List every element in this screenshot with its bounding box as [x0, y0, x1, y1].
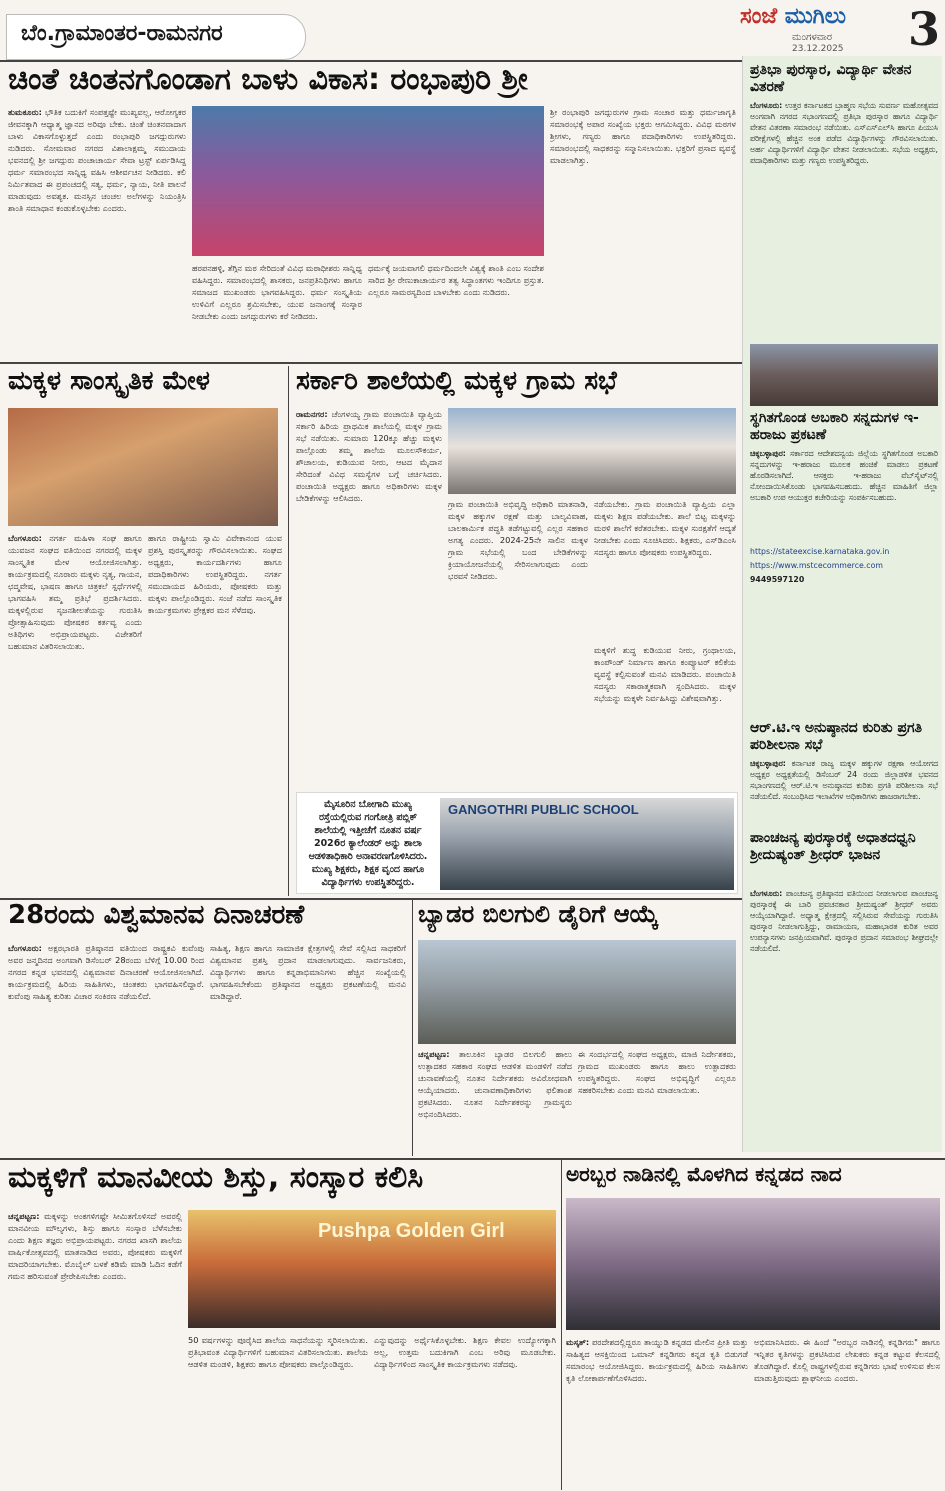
sidebar-text-2: ಚಿಕ್ಕಬಳ್ಳಾಪುರ: ಸರ್ಕಾರದ ಆದೇಶದನ್ವಯ ಜಿಲ್ಲೆಯ ಸ್ಥಗಿತಗೊಂಡ ಅಬಕಾರಿ ಸನ್ನದುಗಳನ್ನು ಇ-ಹರಾಜು ಮೂಲಕ ಹಂಚಿಕೆ ಮಾಡಲು ಪ್ರಕಟಣೆ ಹೊರಡಿಸಲಾಗಿದೆ. ಆಸಕ್ತರು ಇ-ಹರಾಜು ವೆಬ್‌ಸೈಟ್‌ನಲ್ಲಿ ನೋಂದಾಯಿಸಿಕೊಂಡು ಭಾಗವಹಿಸಬಹುದು. ಹೆಚ್ಚಿನ ಮಾಹಿತಿಗೆ ಜಿಲ್ಲಾ ಅಬಕಾರಿ ಉಪ ಆಯುಕ್ತರ ಕಚೇರಿಯನ್ನು ಸಂಪರ್ಕಿಸಬಹುದು. — [750, 449, 938, 502]
article-discipline-col1: ಚನ್ನಪಟ್ಟಣ: ಮಕ್ಕಳನ್ನು ಅಂಕಗಳಿಗಷ್ಟೇ ಸೀಮಿತಗೊಳಿಸದೆ ಅವರಲ್ಲಿ ಮಾನವೀಯ ಮೌಲ್ಯಗಳು, ಶಿಸ್ತು ಹಾಗೂ ಸಂಸ್ಕಾರ ಬೆಳೆಸಬೇಕು ಎಂದು ಶಿಕ್ಷಣ ತಜ್ಞರು ಅಭಿಪ್ರಾಯಪಟ್ಟರು. ನಗರದ ಖಾಸಗಿ ಶಾಲೆಯ ವಾರ್ಷಿಕೋತ್ಸವದಲ್ಲಿ ಮಾತನಾಡಿದ ಅವರು, ಪೋಷಕರು ಮಕ್ಕಳಿಗೆ ಮಾದರಿಯಾಗಬೇಕು. ಮೊಬೈಲ್ ಬಳಕೆ ಕಡಿಮೆ ಮಾಡಿ ಓದಿನ ಕಡೆಗೆ ಗಮನ ಹರಿಸುವಂತೆ ಪ್ರೇರೇಪಿಸಬೇಕು ಎಂದರು. — [8, 1211, 182, 1281]
sidebar-headline-2: ಸ್ಥಗಿತಗೊಂಡ ಅಬಕಾರಿ ಸನ್ನದುಗಳ ಇ-ಹರಾಜು ಪ್ರಕಟಣೆ — [750, 410, 919, 443]
article-gram-sabha-col2: ಗ್ರಾಮ ಪಂಚಾಯಿತಿ ಅಭಿವೃದ್ಧಿ ಅಧಿಕಾರಿ ಮಾತನಾಡಿ, ಮಕ್ಕಳ ಹಕ್ಕುಗಳ ರಕ್ಷಣೆ ಮತ್ತು ಬಾಲ್ಯವಿವಾಹ, ಬಾಲಕಾರ್ಮಿಕ ಪದ್ಧತಿ ತಡೆಗಟ್ಟುವಲ್ಲಿ ಎಲ್ಲರ ಸಹಕಾರ ಅಗತ್ಯ ಎಂದರು. 2024-25ನೇ ಸಾಲಿನ ಮಕ್ಕಳ ಗ್ರಾಮ ಸಭೆಯಲ್ಲಿ ಬಂದ ಬೇಡಿಕೆಗಳನ್ನು ಕ್ರಿಯಾಯೋಜನೆಯಲ್ಲಿ ಸೇರಿಸಲಾಗುವುದು ಎಂದು ಭರವಸೆ ನೀಡಿದರು. — [448, 499, 588, 581]
sidebar-headline-4: ಪಾಂಚಜನ್ಯ ಪುರಸ್ಕಾರಕ್ಕೆ ಅಧಾತದಧ್ವನಿ ಶ್ರೀದುಷ್ಯಂತ್ ಶ್ರೀಧರ್ ಭಾಜನ — [750, 830, 916, 863]
article-kannada-nada-col2: ಅಭಿಮಾನಿಸಿದರು. ಈ ಹಿಂದೆ "ಅರಬ್ಬರ ನಾಡಿನಲ್ಲಿ ಕನ್ನಡಿಗರು" ಹಾಗೂ ಇನ್ನಿತರ ಕೃತಿಗಳನ್ನು ಪ್ರಕಟಿಸಿರುವ ಲೇಖಕರು ಕನ್ನಡ ಕಟ್ಟುವ ಕೆಲಸದಲ್ಲಿ ತೊಡಗಿದ್ದಾರೆ. ಕೊಲ್ಲಿ ರಾಷ್ಟ್ರಗಳಲ್ಲಿರುವ ಕನ್ನಡಿಗರು ಭಾಷೆ ಉಳಿಸುವ ಕೆಲಸ ಮಾಡುತ್ತಿರುವುದು ಶ್ಲಾಘನೀಯ ಎಂದರು. — [754, 1337, 940, 1383]
photo-rambhapuri-stage — [192, 106, 544, 256]
article-kannada-nada-col1: ಮಸ್ಕತ್: ಪರದೇಶದಲ್ಲಿದ್ದರೂ ತಾಯ್ನುಡಿ ಕನ್ನಡದ ಮೇಲಿನ ಪ್ರೀತಿ ಮತ್ತು ಸಾಹಿತ್ಯದ ಆಸಕ್ತಿಯಿಂದ ಒಮಾನ್ ಕನ್ನಡಿಗರು ಕನ್ನಡ ಕೃತಿ ಬಿಡುಗಡೆ ಸಮಾರಂಭ ಆಯೋಜಿಸಿದ್ದರು. ಕಾರ್ಯಕ್ರಮದಲ್ಲಿ ಹಿರಿಯ ಸಾಹಿತಿಗಳು ಕೃತಿ ಲೋಕಾರ್ಪಣೆಗೊಳಿಸಿದರು. — [566, 1337, 748, 1383]
article-gram-sabha-col1: ರಾಮನಗರ: ಚೆಂಗಳಯ್ಯ ಗ್ರಾಮ ಪಂಚಾಯಿತಿ ವ್ಯಾಪ್ತಿಯ ಸರ್ಕಾರಿ ಹಿರಿಯ ಪ್ರಾಥಮಿಕ ಶಾಲೆಯಲ್ಲಿ ಮಕ್ಕಳ ಗ್ರಾಮ ಸಭೆ ನಡೆಯಿತು. ಸುಮಾರು 120ಕ್ಕೂ ಹೆಚ್ಚು ಮಕ್ಕಳು ಪಾಲ್ಗೊಂಡು ತಮ್ಮ ಶಾಲೆಯ ಮೂಲಸೌಕರ್ಯ, ಶೌಚಾಲಯ, ಕುಡಿಯುವ ನೀರು, ಆಟದ ಮೈದಾನ ಸೇರಿದಂತೆ ವಿವಿಧ ಸಮಸ್ಯೆಗಳ ಬಗ್ಗೆ ಚರ್ಚಿಸಿದರು. ಪಂಚಾಯಿತಿ ಅಧ್ಯಕ್ಷರು ಹಾಗೂ ಅಧಿಕಾರಿಗಳು ಮಕ್ಕಳ ಬೇಡಿಕೆಗಳನ್ನು ಆಲಿಸಿದರು. — [296, 409, 442, 503]
sidebar-phone: 9449597120 — [750, 575, 805, 584]
photo-dairy — [418, 940, 736, 1044]
article-cultural-fair-col2: ಹಾಗೂ ರಾಷ್ಟ್ರೀಯ ಸ್ವಾಮಿ ವಿವೇಕಾನಂದ ಯುವ ಪ್ರಶಸ್ತಿ ಪುರಸ್ಕೃತರನ್ನು ಗೌರವಿಸಲಾಯಿತು. ಸಂಘದ ಅಧ್ಯಕ್ಷರು, ಕಾರ್ಯದರ್ಶಿಗಳು ಹಾಗೂ ಪದಾಧಿಕಾರಿಗಳು ಉಪಸ್ಥಿತರಿದ್ದರು. ನಗರ್ತ ಸಮುದಾಯದ ಹಿರಿಯರು, ಪೋಷಕರು ಮತ್ತು ಮಕ್ಕಳು ಪಾಲ್ಗೊಂಡಿದ್ದರು. ಸಂಜೆ ನಡೆದ ಸಾಂಸ್ಕೃತಿಕ ಕಾರ್ಯಕ್ರಮಗಳು ಪ್ರೇಕ್ಷಕರ ಮನ ಸೆಳೆದವು. — [148, 533, 282, 615]
article-vishwamanava-col2: ಸಾಹಿತ್ಯ, ಶಿಕ್ಷಣ ಹಾಗೂ ಸಾಮಾಜಿಕ ಕ್ಷೇತ್ರಗಳಲ್ಲಿ ಸೇವೆ ಸಲ್ಲಿಸಿದ ಸಾಧಕರಿಗೆ ವಿಶ್ವಮಾನವ ಪ್ರಶಸ್ತಿ ಪ್ರದಾನ ಮಾಡಲಾಗುವುದು. ಸಾರ್ವಜನಿಕರು, ವಿದ್ಯಾರ್ಥಿಗಳು ಹಾಗೂ ಕನ್ನಡಾಭಿಮಾನಿಗಳು ಹೆಚ್ಚಿನ ಸಂಖ್ಯೆಯಲ್ಲಿ ಭಾಗವಹಿಸಬೇಕೆಂದು ಪ್ರತಿಷ್ಠಾನದ ಅಧ್ಯಕ್ಷರು ಪ್ರಕಟಣೆಯಲ್ಲಿ ಮನವಿ ಮಾಡಿದ್ದಾರೆ. — [210, 943, 406, 1001]
section-tab: ಬೆಂ.ಗ್ರಾಮಾಂತರ-ರಾಮನಗರ — [6, 14, 306, 60]
photo-kannada-nada — [566, 1198, 940, 1330]
sidebar-link-mstc[interactable]: https://www.mstcecommerce.com — [750, 561, 883, 570]
article-discipline-col3: ಎನ್ನುವುದನ್ನು ಅರ್ಥೈಸಿಕೊಳ್ಳಬೇಕು. ಶಿಕ್ಷಣ ಕೇವಲ ಉದ್ಯೋಗಕ್ಕಾಗಿ ಅಲ್ಲ, ಉತ್ತಮ ಬದುಕಿಗಾಗಿ ಎಂಬ ಅರಿವು ಮೂಡಬೇಕು. ವಿದ್ಯಾರ್ಥಿಗಳಿಂದ ಸಾಂಸ್ಕೃತಿಕ ಕಾರ್ಯಕ್ರಮಗಳು ನಡೆದವು. — [374, 1335, 556, 1369]
col-divider-bottom — [561, 1160, 562, 1490]
headline-gram-sabha: ಸರ್ಕಾರಿ ಶಾಲೆಯಲ್ಲಿ ಮಕ್ಕಳ ಗ್ರಾಮ ಸಭೆ — [296, 368, 617, 396]
article-rambhapuri-col1: ತುಮಕೂರು: ಭೌತಿಕ ಬದುಕಿಗೆ ಸಂಪತ್ತಷ್ಟೇ ಮುಖ್ಯವಲ್ಲ, ಆರೋಗ್ಯಕರ ಜೀವನಕ್ಕಾಗಿ ಆಧ್ಯಾತ್ಮ ಜ್ಞಾನದ ಅರಿವೂ ಬೇಕು. ಚಿಂತೆ ಚಿಂತನವಾದಾಗ ಬಾಳು ವಿಕಾಸಗೊಳ್ಳುತ್ತದೆ ಎಂದು ರಂಭಾಪುರಿ ಜಗದ್ಗುರುಗಳು ನುಡಿದರು. ಸೋಮವಾರ ನಗರದ ವಿಶಾಲಾಕ್ಷಮ್ಮ ಸಮುದಾಯ ಭವನದಲ್ಲಿ ಶ್ರೀ ಜಗದ್ಗುರು ಪಂಚಾಚಾರ್ಯ ಸೇವಾ ಟ್ರಸ್ಟ್ ಏರ್ಪಡಿಸಿದ್ದ ಧರ್ಮ ಸಮಾರಂಭದ ಸಾನ್ನಿಧ್ಯ ವಹಿಸಿ ಆಶೀರ್ವಚನ ನೀಡಿದರು. ಕಲಿ ನಿರ್ಮಿತವಾದ ಈ ಪ್ರಪಂಚದಲ್ಲಿ ಸತ್ಯ, ಧರ್ಮ, ನ್ಯಾಯ, ನೀತಿ ಪಾಲನೆ ಮಾಡುವುದು ಅವಶ್ಯಕ. ಮನಸ್ಸಿನ ಚಂಚಲ ಅಲೆಗಳನ್ನು ನಿಯಂತ್ರಿಸಿ ಶಾಂತಿ ಸಮಾಧಾನ ಕಂಡುಕೊಳ್ಳಬೇಕು ಎಂದರು. — [8, 107, 186, 213]
weekday: ಮಂಗಳವಾರ — [792, 32, 833, 43]
gangothri-note: ಮೈಸೂರಿನ ಬೋಗಾದಿ ಮುಖ್ಯ ರಸ್ತೆಯಲ್ಲಿರುವ ಗಂಗೋತ್ರಿ ಪಬ್ಲಿಕ್ ಶಾಲೆಯಲ್ಲಿ ಇತ್ತೀಚೆಗೆ ನೂತನ ವರ್ಷ 2026ರ ಕ್ಯಾಲೆಂಡರ್ ಅನ್ನು ಶಾಲಾ ಆಡಳಿತಾಧಿಕಾರಿ ಅನಾವರಣಗೊಳಿಸಿದರು. ಮುಖ್ಯ ಶಿಕ್ಷಕರು, ಶಿಕ್ಷಕ ವೃಂದ ಹಾಗೂ ವಿದ್ಯಾರ್ಥಿಗಳು ಉಪಸ್ಥಿತರಿದ್ದರು. — [308, 799, 428, 888]
sidebar-photo-1 — [750, 344, 938, 406]
article-rambhapuri-col4: ಶ್ರೀ ರಂಭಾಪುರಿ ಜಗದ್ಗುರುಗಳ ಗ್ರಾಮ ಸಂಚಾರ ಮತ್ತು ಧರ್ಮಜಾಗೃತಿ ಸಮಾರಂಭಕ್ಕೆ ಅಪಾರ ಸಂಖ್ಯೆಯ ಭಕ್ತರು ಆಗಮಿಸಿದ್ದರು. ವಿವಿಧ ಮಠಗಳ ಶ್ರೀಗಳು, ಗಣ್ಯರು ಹಾಗೂ ಪದಾಧಿಕಾರಿಗಳು ಉಪಸ್ಥಿತರಿದ್ದರು. ಸಮಾರಂಭದಲ್ಲಿ ಸಾಧಕರನ್ನು ಸನ್ಮಾನಿಸಲಾಯಿತು. ಭಕ್ತರಿಗೆ ಪ್ರಸಾದ ವ್ಯವಸ್ಥೆ ಮಾಡಲಾಗಿತ್ತು. — [550, 107, 736, 165]
sidebar-text-4: ಬೆಂಗಳೂರು: ಪಾಂಚಜನ್ಯ ಪ್ರತಿಷ್ಠಾನದ ವತಿಯಿಂದ ನೀಡಲಾಗುವ ಪಾಂಚಜನ್ಯ ಪುರಸ್ಕಾರಕ್ಕೆ ಈ ಬಾರಿ ಪ್ರವಚನಕಾರ ಶ್ರೀದುಷ್ಯಂತ್ ಶ್ರೀಧರ್ ಅವರು ಆಯ್ಕೆಯಾಗಿದ್ದಾರೆ. ಅಧ್ಯಾತ್ಮ ಕ್ಷೇತ್ರದಲ್ಲಿ ಸಲ್ಲಿಸಿರುವ ಸೇವೆಯನ್ನು ಗುರುತಿಸಿ ಪುರಸ್ಕಾರ ನೀಡಲಾಗುತ್ತಿದ್ದು, ರಾಮಾಯಣ, ಮಹಾಭಾರತ ಕುರಿತ ಅವರ ಉಪನ್ಯಾಸಗಳು ಜನಪ್ರಿಯವಾಗಿವೆ. ಪುರಸ್ಕಾರ ಪ್ರದಾನ ಸಮಾರಂಭ ಶೀಘ್ರದಲ್ಲೇ ನಡೆಯಲಿದೆ. — [750, 889, 938, 953]
article-gram-sabha-col3: ನಡೆಯಬೇಕು. ಗ್ರಾಮ ಪಂಚಾಯಿತಿ ವ್ಯಾಪ್ತಿಯ ಎಲ್ಲಾ ಮಕ್ಕಳು ಶಿಕ್ಷಣ ಪಡೆಯಬೇಕು. ಶಾಲೆ ಬಿಟ್ಟ ಮಕ್ಕಳನ್ನು ಮರಳಿ ಶಾಲೆಗೆ ಕರೆತರಬೇಕು. ಮಕ್ಕಳ ಸುರಕ್ಷತೆಗೆ ಆದ್ಯತೆ ನೀಡಬೇಕು ಎಂದು ಸೂಚಿಸಿದರು. ಶಿಕ್ಷಕರು, ಎಸ್‌ಡಿಎಂಸಿ ಸದಸ್ಯರು ಹಾಗೂ ಪೋಷಕರು ಉಪಸ್ಥಿತರಿದ್ದರು. — [594, 499, 736, 557]
photo-discipline — [188, 1210, 556, 1328]
sidebar-text-3: ಚಿಕ್ಕಬಳ್ಳಾಪುರ: ಕರ್ನಾಟಕ ರಾಜ್ಯ ಮಕ್ಕಳ ಹಕ್ಕುಗಳ ರಕ್ಷಣಾ ಆಯೋಗದ ಅಧ್ಯಕ್ಷರ ಅಧ್ಯಕ್ಷತೆಯಲ್ಲಿ ಡಿಸೆಂಬರ್ 24 ರಂದು ಜಿಲ್ಲಾಡಳಿತ ಭವನದ ಸಭಾಂಗಣದಲ್ಲಿ ಆರ್.ಟಿ.ಇ ಅನುಷ್ಠಾನದ ಕುರಿತು ಪ್ರಗತಿ ಪರಿಶೀಲನಾ ಸಭೆ ನಡೆಯಲಿದೆ. ಸಂಬಂಧಿಸಿದ ಇಲಾಖೆಗಳ ಅಧಿಕಾರಿಗಳು ಹಾಜರಾಗಬೇಕು. — [750, 759, 938, 801]
sidebar-text-1: ಬೆಂಗಳೂರು: ಉತ್ತರ ಕರ್ನಾಟಕದ ಬ್ರಾಹ್ಮಣ ಸಭೆಯ ಸುವರ್ಣ ಮಹೋತ್ಸವದ ಅಂಗವಾಗಿ ನಗರದ ಸಭಾಂಗಣದಲ್ಲಿ ಪ್ರತಿಭಾ ಪುರಸ್ಕಾರ ಹಾಗೂ ವಿದ್ಯಾರ್ಥಿ ವೇತನ ವಿತರಣಾ ಸಮಾರಂಭ ನಡೆಯಿತು. ಎಸ್‌ಎಸ್‌ಎಲ್‌ಸಿ ಹಾಗೂ ಪಿಯುಸಿ ಪರೀಕ್ಷೆಗಳಲ್ಲಿ ಹೆಚ್ಚಿನ ಅಂಕ ಪಡೆದ ವಿದ್ಯಾರ್ಥಿಗಳನ್ನು ಗೌರವಿಸಲಾಯಿತು. ಅರ್ಹ ವಿದ್ಯಾರ್ಥಿಗಳಿಗೆ ವಿದ್ಯಾರ್ಥಿ ವೇತನ ನೀಡಲಾಯಿತು. ಸಭೆಯ ಅಧ್ಯಕ್ಷರು, ಪದಾಧಿಕಾರಿಗಳು ಮತ್ತು ಗಣ್ಯರು ಉಪಸ್ಥಿತರಿದ್ದರು. — [750, 101, 938, 165]
masthead — [740, 4, 940, 54]
rule-2 — [0, 898, 742, 900]
article-rambhapuri-col2: ಹರಪನಹಳ್ಳಿ, ತೆಗ್ಗಿನ ಮಠ ಸೇರಿದಂತೆ ವಿವಿಧ ಮಠಾಧೀಶರು ಸಾನ್ನಿಧ್ಯ ವಹಿಸಿದ್ದರು. ಸಮಾರಂಭದಲ್ಲಿ ಶಾಸಕರು, ಜನಪ್ರತಿನಿಧಿಗಳು ಹಾಗೂ ಸಮಾಜದ ಮುಖಂಡರು ಭಾಗವಹಿಸಿದ್ದರು. ಧರ್ಮ ಸಂಸ್ಕೃತಿಯ ಉಳಿವಿಗೆ ಎಲ್ಲರೂ ಶ್ರಮಿಸಬೇಕು, ಯುವ ಜನಾಂಗಕ್ಕೆ ಸಂಸ್ಕಾರ ನೀಡಬೇಕು ಎಂದು ಜಗದ್ಗುರುಗಳು ಕರೆ ನೀಡಿದರು. — [192, 263, 362, 321]
headline-vishwamanava: 28ರಂದು ವಿಶ್ವಮಾನವ ದಿನಾಚರಣೆ — [8, 902, 305, 930]
article-cultural-fair-col1: ಬೆಂಗಳೂರು: ನಗರ್ತ ಮಹಿಳಾ ಸಂಘ ಹಾಗೂ ಯುವಜನ ಸಂಘದ ವತಿಯಿಂದ ನಗರದಲ್ಲಿ ಮಕ್ಕಳ ಸಾಂಸ್ಕೃತಿಕ ಮೇಳ ಆಯೋಜಿಸಲಾಗಿತ್ತು. ಕಾರ್ಯಕ್ರಮದಲ್ಲಿ ನೂರಾರು ಮಕ್ಕಳು ನೃತ್ಯ, ಗಾಯನ, ಛದ್ಮವೇಷ, ಭಾಷಣ ಹಾಗೂ ಚಿತ್ರಕಲೆ ಸ್ಪರ್ಧೆಗಳಲ್ಲಿ ಭಾಗವಹಿಸಿ ತಮ್ಮ ಪ್ರತಿಭೆ ಪ್ರದರ್ಶಿಸಿದರು. ಮಕ್ಕಳಲ್ಲಿರುವ ಸೃಜನಶೀಲತೆಯನ್ನು ಗುರುತಿಸಿ ಪ್ರೋತ್ಸಾಹಿಸುವುದು ಪೋಷಕರ ಕರ್ತವ್ಯ ಎಂದು ಅತಿಥಿಗಳು ಅಭಿಪ್ರಾಯಪಟ್ಟರು. ವಿಜೇತರಿಗೆ ಬಹುಮಾನ ವಿತರಿಸಲಾಯಿತು. — [8, 533, 142, 651]
sidebar-headline-3: ಆರ್.ಟಿ.ಇ ಅನುಷ್ಠಾನದ ಕುರಿತು ಪ್ರಗತಿ ಪರಿಶೀಲನಾ ಸಭೆ — [750, 720, 923, 753]
photo-cultural-fair — [8, 408, 278, 526]
photo-gram-sabha — [448, 408, 736, 494]
top-rule — [0, 60, 742, 62]
headline-rambhapuri: ಚಿಂತೆ ಚಿಂತನಗೊಂಡಾಗ ಬಾಳು ವಿಕಾಸ: ರಂಭಾಪುರಿ ಶ್ರೀ — [8, 64, 528, 97]
paper-logo: ಸಂಜೆ ಮುಗಿಲು — [740, 4, 846, 29]
article-gram-sabha-col4: ಮಕ್ಕಳಿಗೆ ಶುದ್ಧ ಕುಡಿಯುವ ನೀರು, ಗ್ರಂಥಾಲಯ, ಕಾಂಪೌಂಡ್ ನಿರ್ಮಾಣ ಹಾಗೂ ಕಂಪ್ಯೂಟರ್ ಕಲಿಕೆಯ ವ್ಯವಸ್ಥೆ ಕಲ್ಪಿಸುವಂತೆ ಮನವಿ ಮಾಡಿದರು. ಪಂಚಾಯಿತಿ ಸದಸ್ಯರು ಸಕಾರಾತ್ಮಕವಾಗಿ ಸ್ಪಂದಿಸಿದರು. ಮಕ್ಕಳ ಸಭೆಯನ್ನು ಮಕ್ಕಳೇ ನಿರ್ವಹಿಸಿದ್ದು ವಿಶೇಷವಾಗಿತ್ತು. — [594, 645, 736, 703]
article-vishwamanava-col1: ಬೆಂಗಳೂರು: ಅಕ್ಷರಭಾರತಿ ಪ್ರತಿಷ್ಠಾನದ ವತಿಯಿಂದ ರಾಷ್ಟ್ರಕವಿ ಕುವೆಂಪು ಅವರ ಜನ್ಮದಿನದ ಅಂಗವಾಗಿ ಡಿಸೆಂಬರ್ 28ರಂದು ಬೆಳಿಗ್ಗೆ 10.00 ರಿಂದ ನಗರದ ಕನ್ನಡ ಭವನದಲ್ಲಿ ವಿಶ್ವಮಾನವ ದಿನಾಚರಣೆ ಆಯೋಜಿಸಲಾಗಿದೆ. ಕಾರ್ಯಕ್ರಮದಲ್ಲಿ ಹಿರಿಯ ಸಾಹಿತಿಗಳು, ಚಿಂತಕರು ಭಾಗವಹಿಸಲಿದ್ದಾರೆ. ಕುವೆಂಪು ಸಾಹಿತ್ಯ ಕುರಿತು ವಿಚಾರ ಸಂಕಿರಣ ನಡೆಯಲಿದೆ. — [8, 943, 204, 1001]
col-divider-left — [288, 366, 289, 896]
photo-gangothri — [440, 798, 734, 890]
sidebar-link-excise[interactable]: https://stateexcise.karnataka.gov.in — [750, 547, 890, 556]
headline-dairy: ಬ್ಯಾಡರ ಬಿಲಗುಲಿ ಡೈರಿಗೆ ಆಯ್ಕೆ — [418, 902, 659, 928]
issue-date: 23.12.2025 — [792, 44, 844, 54]
article-rambhapuri-col3: ಧರ್ಮಕ್ಕೆ ಜಯವಾಗಲಿ ಧರ್ಮದಿಂದಲೇ ವಿಶ್ವಕ್ಕೆ ಶಾಂತಿ ಎಂಬ ಸಂದೇಶ ಸಾರಿದ ಶ್ರೀ ರೇಣುಕಾಚಾರ್ಯರ ತತ್ವ ಸಿದ್ಧಾಂತಗಳು ಇಂದಿಗೂ ಪ್ರಸ್ತುತ. ಎಲ್ಲರೂ ಸಾಮರಸ್ಯದಿಂದ ಬಾಳಬೇಕು ಎಂದು ನುಡಿದರು. — [368, 263, 544, 297]
rule-3 — [0, 1158, 945, 1160]
article-discipline-col2: 50 ವರ್ಷಗಳನ್ನು ಪೂರೈಸಿದ ಶಾಲೆಯ ಸಾಧನೆಯನ್ನು ಸ್ಮರಿಸಲಾಯಿತು. ಪ್ರತಿಭಾವಂತ ವಿದ್ಯಾರ್ಥಿಗಳಿಗೆ ಬಹುಮಾನ ವಿತರಿಸಲಾಯಿತು. ಶಾಲೆಯ ಆಡಳಿತ ಮಂಡಳಿ, ಶಿಕ್ಷಕರು ಹಾಗೂ ಪೋಷಕರು ಪಾಲ್ಗೊಂಡಿದ್ದರು. — [188, 1335, 368, 1369]
rule-1 — [0, 362, 742, 364]
discipline-banner-text: Pushpa Golden Girl — [318, 1220, 505, 1242]
article-dairy-col2: ಈ ಸಂದರ್ಭದಲ್ಲಿ ಸಂಘದ ಅಧ್ಯಕ್ಷರು, ಮಾಜಿ ನಿರ್ದೇಶಕರು, ಗ್ರಾಮದ ಮುಖಂಡರು ಹಾಗೂ ಹಾಲು ಉತ್ಪಾದಕರು ಉಪಸ್ಥಿತರಿದ್ದರು. ಸಂಘದ ಅಭಿವೃದ್ಧಿಗೆ ಎಲ್ಲರೂ ಸಹಕರಿಸಬೇಕು ಎಂದು ಮನವಿ ಮಾಡಲಾಯಿತು. — [578, 1049, 736, 1095]
article-dairy-col1: ಚನ್ನಪಟ್ಟಣ: ತಾಲೂಕಿನ ಬ್ಯಾಡರ ಬಿಲಗುಲಿ ಹಾಲು ಉತ್ಪಾದಕರ ಸಹಕಾರ ಸಂಘದ ಆಡಳಿತ ಮಂಡಳಿಗೆ ನಡೆದ ಚುನಾವಣೆಯಲ್ಲಿ ನೂತನ ನಿರ್ದೇಶಕರು ಅವಿರೋಧವಾಗಿ ಆಯ್ಕೆಯಾದರು. ಚುನಾವಣಾಧಿಕಾರಿಗಳು ಫಲಿತಾಂಶ ಪ್ರಕಟಿಸಿದರು. ನೂತನ ನಿರ್ದೇಶಕರನ್ನು ಗ್ರಾಮಸ್ಥರು ಅಭಿನಂದಿಸಿದರು. — [418, 1049, 572, 1119]
headline-cultural-fair: ಮಕ್ಕಳ ಸಾಂಸ್ಕೃತಿಕ ಮೇಳ — [8, 368, 210, 396]
sidebar-headline-1: ಪ್ರತಿಭಾ ಪುರಸ್ಕಾರ, ವಿದ್ಯಾರ್ಥಿ ವೇತನ ವಿತರಣೆ — [750, 62, 912, 95]
col-divider-mid — [412, 900, 413, 1156]
headline-discipline: ಮಕ್ಕಳಿಗೆ ಮಾನವೀಯ ಶಿಸ್ತು, ಸಂಸ್ಕಾರ ಕಲಿಸಿ — [8, 1162, 424, 1195]
page-number: 3 — [907, 4, 940, 54]
gangothri-banner-text: GANGOTHRI PUBLIC SCHOOL — [448, 802, 639, 817]
headline-kannada-nada: ಅರಬ್ಬರ ನಾಡಿನಲ್ಲಿ ಮೊಳಗಿದ ಕನ್ನಡದ ನಾದ — [566, 1164, 842, 1186]
